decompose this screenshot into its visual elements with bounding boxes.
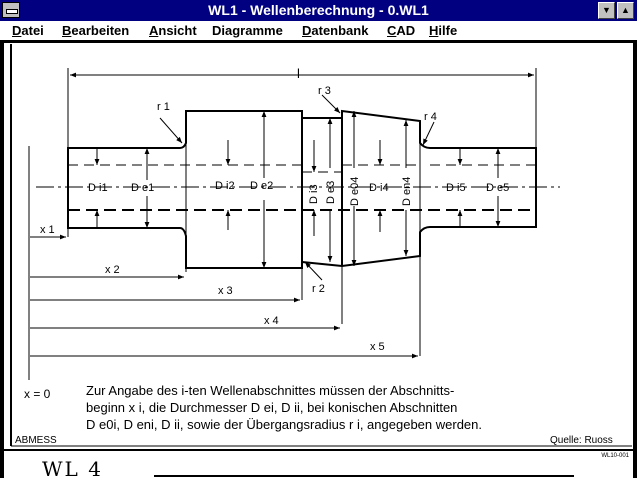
diameter-label: D e5 [486, 182, 510, 194]
menu-datei[interactable]: Datei [12, 23, 44, 38]
menu-diagramme[interactable]: Diagramme [212, 23, 283, 38]
diameter-label: D i2 [215, 180, 235, 192]
diameter-label: D e1 [131, 182, 155, 194]
title-bar [0, 0, 637, 21]
menu-ansicht[interactable]: Ansicht [149, 23, 197, 38]
description-line: beginn x i, die Durchmesser D ei, D ii, bei konischen Abschnitten [86, 400, 458, 415]
diameter-label: D e3 [325, 180, 337, 204]
position-label: x 2 [105, 264, 120, 276]
logo-text: WL 4 [42, 457, 103, 478]
divider [154, 475, 574, 477]
window-title: WL1 - Wellenberechnung - 0.WL1 [208, 2, 429, 18]
background-window-content [4, 451, 633, 478]
origin-label: x = 0 [24, 387, 51, 401]
position-label: x 5 [370, 341, 385, 353]
footer-left: ABMESS [15, 435, 57, 446]
menu-cad[interactable]: CAD [387, 23, 416, 38]
diameter-label: D i1 [88, 182, 108, 194]
position-label: x 1 [40, 224, 55, 236]
radius-label: r 2 [312, 283, 325, 295]
description-line: Zur Angabe des i-ten Wellenabschnittes müssen der Abschnitts- [86, 383, 455, 398]
minimize-button[interactable]: ▼ [598, 2, 615, 19]
footer-right: Quelle: Ruoss [550, 435, 613, 446]
radius-label: r 3 [318, 85, 331, 97]
diameter-label: D i3 [308, 184, 320, 204]
menu-bearbeiten[interactable]: Bearbeiten [62, 23, 130, 38]
drawing-canvas [4, 43, 633, 449]
reference-code: WL10-001 [601, 453, 629, 459]
diameter-label: D e04 [349, 176, 361, 206]
system-menu-icon[interactable] [2, 2, 20, 18]
radius-label: r 1 [157, 101, 170, 113]
diameter-label: D en4 [401, 176, 413, 206]
shaft-diagram [4, 43, 633, 449]
maximize-button[interactable]: ▲ [617, 2, 634, 19]
total-length-label: l [297, 66, 300, 81]
diameter-label: D i4 [369, 182, 389, 194]
position-label: x 3 [218, 285, 233, 297]
description-line: D e0i, D eni, D ii, sowie der Übergangsradius r i, angegeben werden. [86, 417, 482, 432]
diameter-label: D i5 [446, 182, 466, 194]
drawing-window [0, 41, 637, 451]
radius-label: r 4 [424, 111, 437, 123]
menu-hilfe[interactable]: Hilfe [429, 23, 458, 38]
menu-datenbank[interactable]: Datenbank [302, 23, 369, 38]
menu-bar [0, 21, 637, 41]
diameter-label: D e2 [250, 180, 274, 192]
background-window [0, 451, 637, 478]
position-label: x 4 [264, 315, 279, 327]
